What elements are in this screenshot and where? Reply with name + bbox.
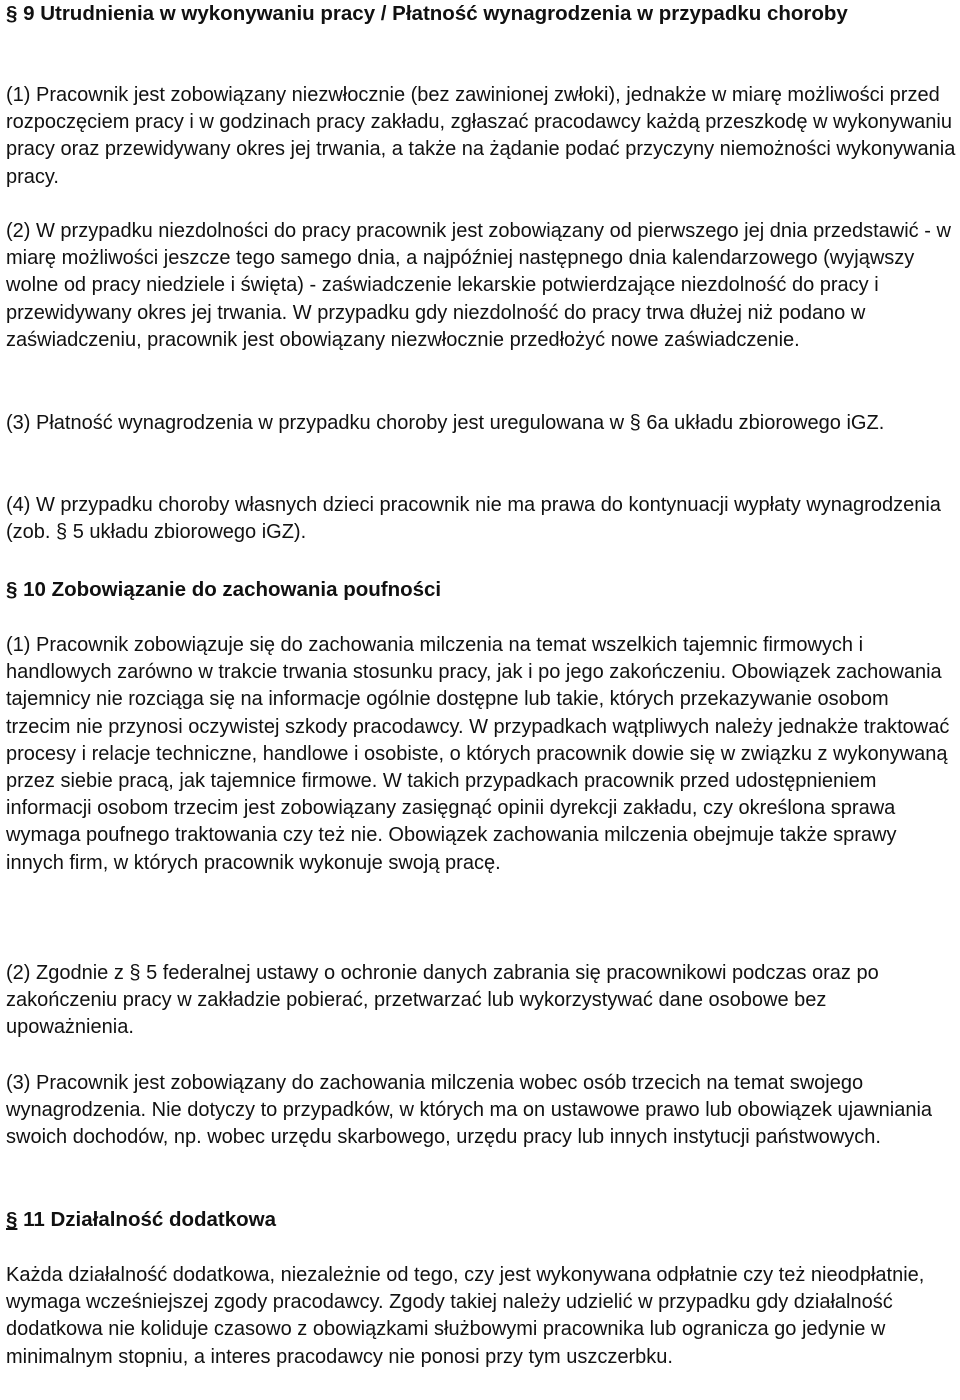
section-9-paragraph-1: (1) Pracownik jest zobowiązany niezwłocznie (bez zawinionej zwłoki), jednakże w miarę możliwości przed rozpoczęciem pracy i w godzinach pracy zakładu, zgłaszać pracodawcy każdą przeszkodę w wykonywaniu pracy oraz przewidywany okres jej trwania, a także na żądanie podać przyczyny niemożności wykonywania pracy. bbox=[6, 84, 956, 188]
section-11-heading-text: 11 Działalność dodatkowa bbox=[23, 1208, 277, 1231]
section-11-heading bbox=[6, 1206, 956, 1233]
section-9-paragraph-2: (2) W przypadku niezdolności do pracy pracownik jest zobowiązany od pierwszego jej dnia przedstawić - w miarę możliwości jeszcze tego samego dnia, a najpóźniej następnego dnia kalendarzowego (wyjąwszy wolne od pracy niedziele i święta) - zaświadczenie lekarskie potwierdzające niezdolność do pracy i przewidywany okres jej trwania. W przypadku gdy niezdolność do pracy trwa dłużej niż podano w zaświadczeniu, pracownik jest obowiązany niezwłocznie przedłożyć nowe zaświadczenie. bbox=[6, 220, 951, 351]
section-10-paragraph-1: (1) Pracownik zobowiązuje się do zachowania milczenia na temat wszelkich tajemnic firmowych i handlowych zarówno w trakcie trwania stosunku pracy, jak i po jego zakończeniu. Obowiązek zachowania tajemnicy nie rozciąga się na informacje ogólnie dostępne lub takie, których przekazywanie osobom trzecim nie przynosi oczywistej szkody pracodawcy. W przypadkach wątpliwych należy jednakże traktować procesy i relacje techniczne, handlowe i osobiste, o których pracownik dowie się w związku z wykonywaną przez siebie pracą, jak tajemnice firmowe. W takich przypadkach pracownik przed udostępnieniem informacji osobom trzecim jest zobowiązany zasięgnąć opinii dyrekcji zakładu, czy określona sprawa wymaga poufnego traktowania czy też nie. Obowiązek zachowania milczenia obejmuje także sprawy innych firm, w których pracownik wykonuje swoją pracę. bbox=[6, 634, 950, 874]
section-9-paragraph-3: (3) Płatność wynagrodzenia w przypadku choroby jest uregulowana w § 6a układu zbiorowego iGZ. bbox=[6, 412, 885, 434]
section-10-paragraph-2: (2) Zgodnie z § 5 federalnej ustawy o ochronie danych zabrania się pracownikowi podczas oraz po zakończeniu pracy w zakładzie pobierać, przetwarzać lub wykorzystywać dane osobowe bez upoważnienia. bbox=[6, 962, 879, 1039]
section-sign: § bbox=[6, 1208, 18, 1231]
section-10-heading: § 10 Zobowiązanie do zachowania poufności bbox=[6, 578, 442, 601]
section-9-paragraph-4: (4) W przypadku choroby własnych dzieci pracownik nie ma prawa do kontynuacji wypłaty wynagrodzenia (zob. § 5 układu zbiorowego iGZ). bbox=[6, 494, 941, 544]
section-9-heading: § 9 Utrudnienia w wykonywaniu pracy / Płatność wynagrodzenia w przypadku choroby bbox=[6, 2, 848, 25]
section-11-paragraph-1: Każda działalność dodatkowa, niezależnie od tego, czy jest wykonywana odpłatnie czy też nieodpłatnie, wymaga wcześniejszej zgody pracodawcy. Zgody takiej należy udzielić w przypadku gdy działalność dodatkowa nie koliduje czasowo z obowiązkami służbowymi pracownika lub ogranicza go jedynie w minimalnym stopniu, a interes pracodawcy nie ponosi przy tym uszczerbku. bbox=[6, 1264, 925, 1368]
section-10-paragraph-3: (3) Pracownik jest zobowiązany do zachowania milczenia wobec osób trzecich na temat swojego wynagrodzenia. Nie dotyczy to przypadków, w których ma on ustawowe prawo lub obowiązek ujawniania swoich dochodów, np. wobec urzędu skarbowego, urzędu pracy lub innych instytucji państwowych. bbox=[6, 1072, 933, 1149]
